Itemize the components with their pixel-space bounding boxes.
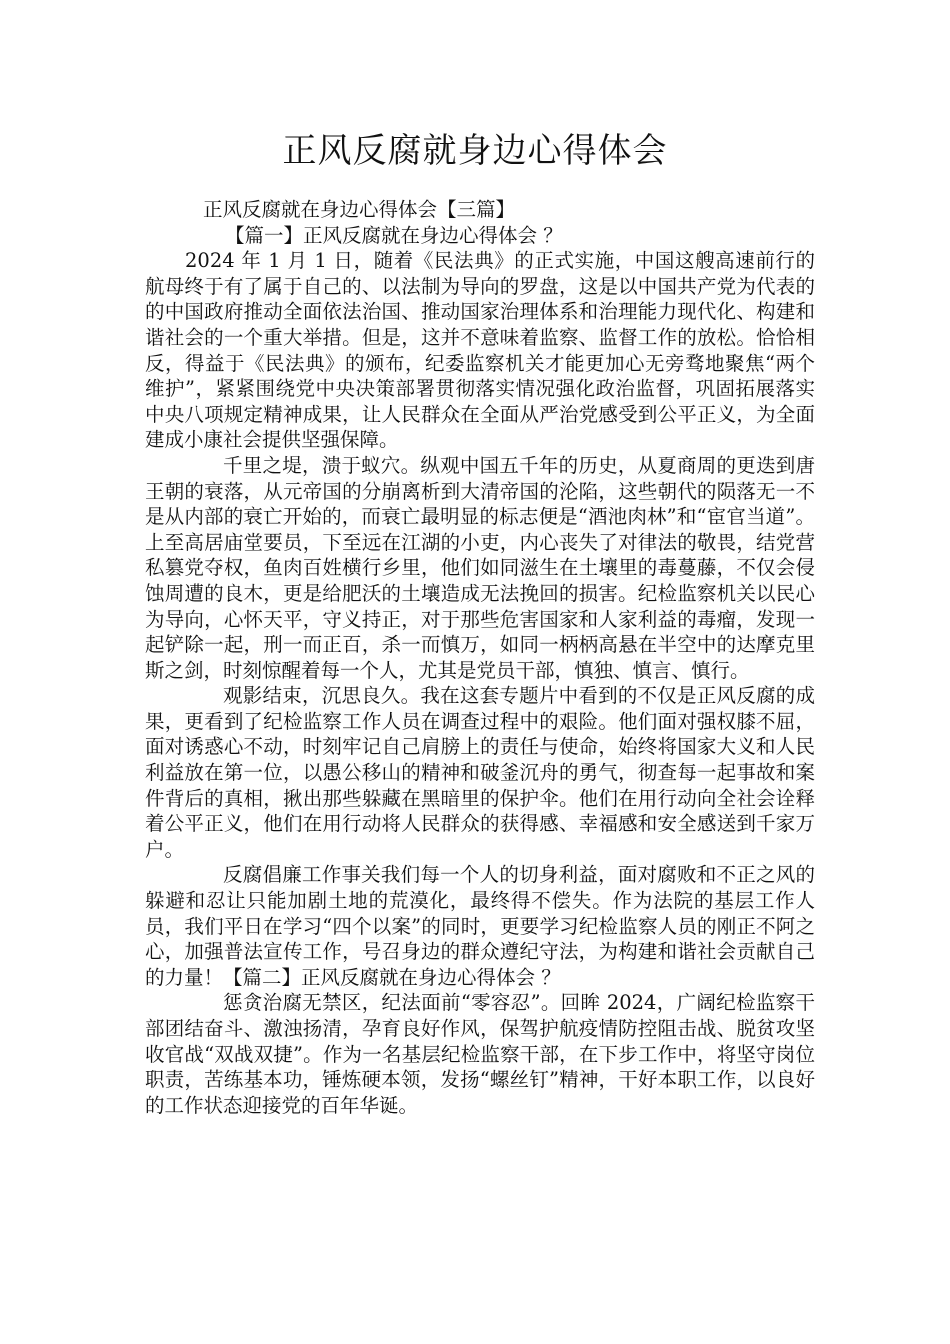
paragraph: 反腐倡廉工作事关我们每一个人的切身利益，面对腐败和不正之风的躲避和忍让只能加剧土地的荒漠化，最终得不偿失。作为法院的基层工作人员，我们平日在学习“四个以案”的同时，更要学习纪检监察人员的刚正不阿之心，加强普法宣传工作，号召身边的群众遵纪守法，为构建和谐社会贡献自己的力量！【篇二】正风反腐就在身边心得体会 ？: [145, 863, 815, 989]
document-body: [145, 197, 815, 1118]
document-subtitle: 正风反腐就在身边心得体会【三篇】: [203, 198, 516, 221]
paragraph: 2024 年 1 月 1 日，随着《民法典》的正式实施，中国这艘高速前行的航母终于有了属于自己的、以法制为导向的罗盘，这是以中国共产党为代表的的中国政府推动全面依法治国、推动国家治理体系和治理能力现代化、构建和谐社会的一个重大举措。但是，这并不意味着监察、监督工作的放松。恰恰相反，得益于《民法典》的颁布，纪委监察机关才能更加心无旁骛地聚焦“两个维护”，紧紧围绕党中央决策部署贯彻落实情况强化政治监督，巩固拓展落实中央八项规定精神成果，让人民群众在全面从严治党感受到公平正义，为全面建成小康社会提供坚强保障。: [145, 249, 815, 452]
paragraph: 观影结束，沉思良久。我在这套专题片中看到的不仅是正风反腐的成果，更看到了纪检监察工作人员在调查过程中的艰险。他们面对强权膝不屈，面对诱惑心不动，时刻牢记自己肩膀上的责任与使命，始终将国家大义和人民利益放在第一位，以愚公移山的精神和破釜沉舟的勇气，彻查每一起事故和案件背后的真相，揪出那些躲藏在黑暗里的保护伞。他们在用行动向全社会诠释着公平正义，他们在用行动将人民群众的获得感、幸福感和安全感送到千家万户。: [145, 684, 815, 861]
section-heading: 【篇一】正风反腐就在身边心得体会 ？: [225, 223, 563, 247]
document-title: 正风反腐就身边心得体会: [282, 131, 668, 171]
paragraph: 惩贪治腐无禁区，纪法面前“零容忍”。回眸 2024，广阔纪检监察干部团结奋斗、激浊扬清，孕育良好作风，保驾护航疫情防控阻击战、脱贫攻坚收官战“双战双捷”。作为一名基层纪检监察干部，在下步工作中，将坚守岗位职责，苦练基本功，锤炼硬本领，发扬“螺丝钉”精神，干好本职工作，以良好的工作状态迎接党的百年华诞。: [145, 991, 815, 1117]
paragraph: 千里之堤，溃于蚁穴。纵观中国五千年的历史，从夏商周的更迭到唐王朝的衰落，从元帝国的分崩离析到大清帝国的沦陷，这些朝代的陨落无一不是从内部的衰亡开始的，而衰亡最明显的标志便是“酒池肉林”和“宦官当道”。上至高居庙堂要员，下至远在江湖的小吏，内心丧失了对律法的敬畏，结党营私篡党夺权，鱼肉百姓横行乡里，他们如同滋生在土壤里的毒蔓藤，不仅会侵蚀周遭的良木，更是给肥沃的土壤造成无法挽回的损害。纪检监察机关以民心为导向，心怀天平，守义持正，对于那些危害国家和人家利益的毒瘤，发现一起铲除一起，刑一而正百，杀一而慎万，如同一柄柄高悬在半空中的达摩克里斯之剑，时刻惊醒着每一个人，尤其是党员干部，慎独、慎言、慎行。: [145, 453, 815, 682]
